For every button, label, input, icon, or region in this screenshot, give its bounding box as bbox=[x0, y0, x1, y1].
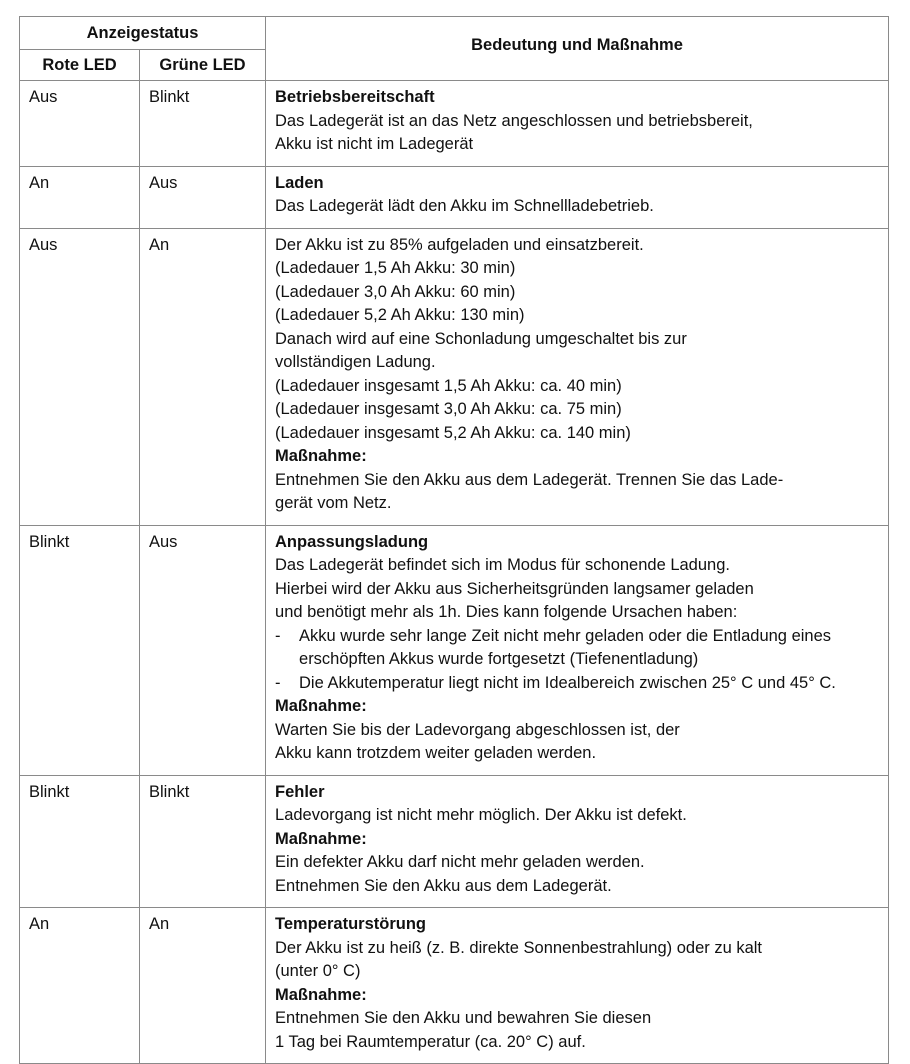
meaning-cell bbox=[266, 775, 889, 908]
bullet-item bbox=[275, 672, 880, 696]
meaning-line: Entnehmen Sie den Akku und bewahren Sie diesen bbox=[275, 1009, 652, 1027]
meaning-heading: Maßnahme: bbox=[275, 829, 367, 848]
green-led-status: Aus bbox=[140, 166, 266, 228]
meaning-heading: Maßnahme: bbox=[275, 985, 367, 1004]
header-bedeutung: Bedeutung und Maßnahme bbox=[266, 17, 889, 81]
red-led-status: Aus bbox=[20, 81, 140, 167]
meaning-line: Der Akku ist zu 85% aufgeladen und einsatzbereit. bbox=[275, 235, 644, 254]
header-rote-led: Rote LED bbox=[20, 50, 140, 81]
table-row bbox=[20, 775, 889, 908]
led-status-table bbox=[19, 16, 889, 1064]
meaning-line: Das Ladegerät ist an das Netz angeschlossen und betriebsbereit, bbox=[275, 111, 753, 130]
red-led-status: Blinkt bbox=[20, 525, 140, 775]
meaning-line: Entnehmen Sie den Akku aus dem Ladegerät. bbox=[275, 876, 612, 895]
meaning-line: Danach wird auf eine Schonladung umgeschaltet bis zur bbox=[275, 329, 687, 348]
table-row bbox=[20, 81, 889, 167]
green-led-status: Aus bbox=[140, 525, 266, 775]
meaning-heading: Maßnahme: bbox=[275, 447, 367, 465]
meaning-line: Warten Sie bis der Ladevorgang abgeschlossen ist, der bbox=[275, 720, 680, 739]
meaning-line: Entnehmen Sie den Akku aus dem Ladegerät. Trennen Sie das Lade- bbox=[275, 470, 784, 489]
meaning-line: Das Ladegerät befindet sich im Modus für schonende Ladung. bbox=[275, 556, 730, 574]
meaning-line: Ladevorgang ist nicht mehr möglich. Der Akku ist defekt. bbox=[275, 806, 687, 824]
meaning-line: 1 Tag bei Raumtemperatur (ca. 20° C) auf. bbox=[275, 1032, 586, 1051]
meaning-heading: Temperaturstörung bbox=[275, 915, 426, 933]
meaning-line: Akku kann trotzdem weiter geladen werden. bbox=[275, 744, 597, 762]
red-led-status: An bbox=[20, 908, 140, 1064]
meaning-heading: Betriebsbereitschaft bbox=[275, 88, 435, 106]
meaning-line: Das Ladegerät lädt den Akku im Schnellladebetrieb. bbox=[275, 197, 654, 215]
meaning-line: (unter 0° C) bbox=[275, 962, 361, 980]
green-led-status: An bbox=[140, 908, 266, 1064]
header-gruene-led: Grüne LED bbox=[140, 50, 266, 81]
red-led-status: Blinkt bbox=[20, 775, 140, 908]
meaning-cell bbox=[266, 81, 889, 167]
green-led-status: Blinkt bbox=[140, 81, 266, 167]
meaning-line: und benötigt mehr als 1h. Dies kann folgende Ursachen haben: bbox=[275, 603, 738, 621]
meaning-heading: Fehler bbox=[275, 782, 325, 801]
meaning-line: (Ladedauer 5,2 Ah Akku: 130 min) bbox=[275, 306, 525, 324]
green-led-status: Blinkt bbox=[140, 775, 266, 908]
table-row bbox=[20, 525, 889, 775]
meaning-line: (Ladedauer insgesamt 5,2 Ah Akku: ca. 140 min) bbox=[275, 423, 631, 442]
bullet-mark: - bbox=[275, 673, 281, 692]
meaning-line: (Ladedauer insgesamt 3,0 Ah Akku: ca. 75 min) bbox=[275, 400, 622, 418]
meaning-line: Ein defekter Akku darf nicht mehr geladen werden. bbox=[275, 853, 645, 871]
bullet-text: Akku wurde sehr lange Zeit nicht mehr geladen oder die Entladung eines erschöpften Akkus wurde fortgesetzt (Tiefenentladung) bbox=[299, 626, 832, 668]
green-led-status: An bbox=[140, 228, 266, 525]
red-led-status: Aus bbox=[20, 228, 140, 525]
meaning-line: vollständigen Ladung. bbox=[275, 353, 436, 371]
meaning-heading: Anpassungsladung bbox=[275, 532, 429, 551]
meaning-cell bbox=[266, 908, 889, 1064]
bullet-text: Die Akkutemperatur liegt nicht im Idealbereich zwischen 25° C und 45° C. bbox=[299, 673, 836, 692]
table-row bbox=[20, 908, 889, 1064]
table-row bbox=[20, 228, 889, 525]
table-body bbox=[20, 81, 889, 1064]
meaning-line: (Ladedauer insgesamt 1,5 Ah Akku: ca. 40 min) bbox=[275, 376, 622, 395]
header-anzeigestatus: Anzeigestatus bbox=[20, 17, 266, 50]
bullet-item bbox=[275, 625, 880, 672]
meaning-line: (Ladedauer 1,5 Ah Akku: 30 min) bbox=[275, 259, 516, 277]
meaning-heading: Maßnahme: bbox=[275, 697, 367, 715]
bullet-mark: - bbox=[275, 626, 281, 645]
meaning-line: Der Akku ist zu heiß (z. B. direkte Sonnenbestrahlung) oder zu kalt bbox=[275, 938, 763, 957]
red-led-status: An bbox=[20, 166, 140, 228]
meaning-line: Hierbei wird der Akku aus Sicherheitsgründen langsamer geladen bbox=[275, 579, 754, 598]
meaning-line: gerät vom Netz. bbox=[275, 494, 392, 512]
meaning-line: (Ladedauer 3,0 Ah Akku: 60 min) bbox=[275, 282, 516, 301]
meaning-cell bbox=[266, 525, 889, 775]
table-row bbox=[20, 166, 889, 228]
meaning-cell bbox=[266, 166, 889, 228]
meaning-line: Akku ist nicht im Ladegerät bbox=[275, 135, 474, 153]
meaning-cell bbox=[266, 228, 889, 525]
meaning-heading: Laden bbox=[275, 173, 324, 192]
